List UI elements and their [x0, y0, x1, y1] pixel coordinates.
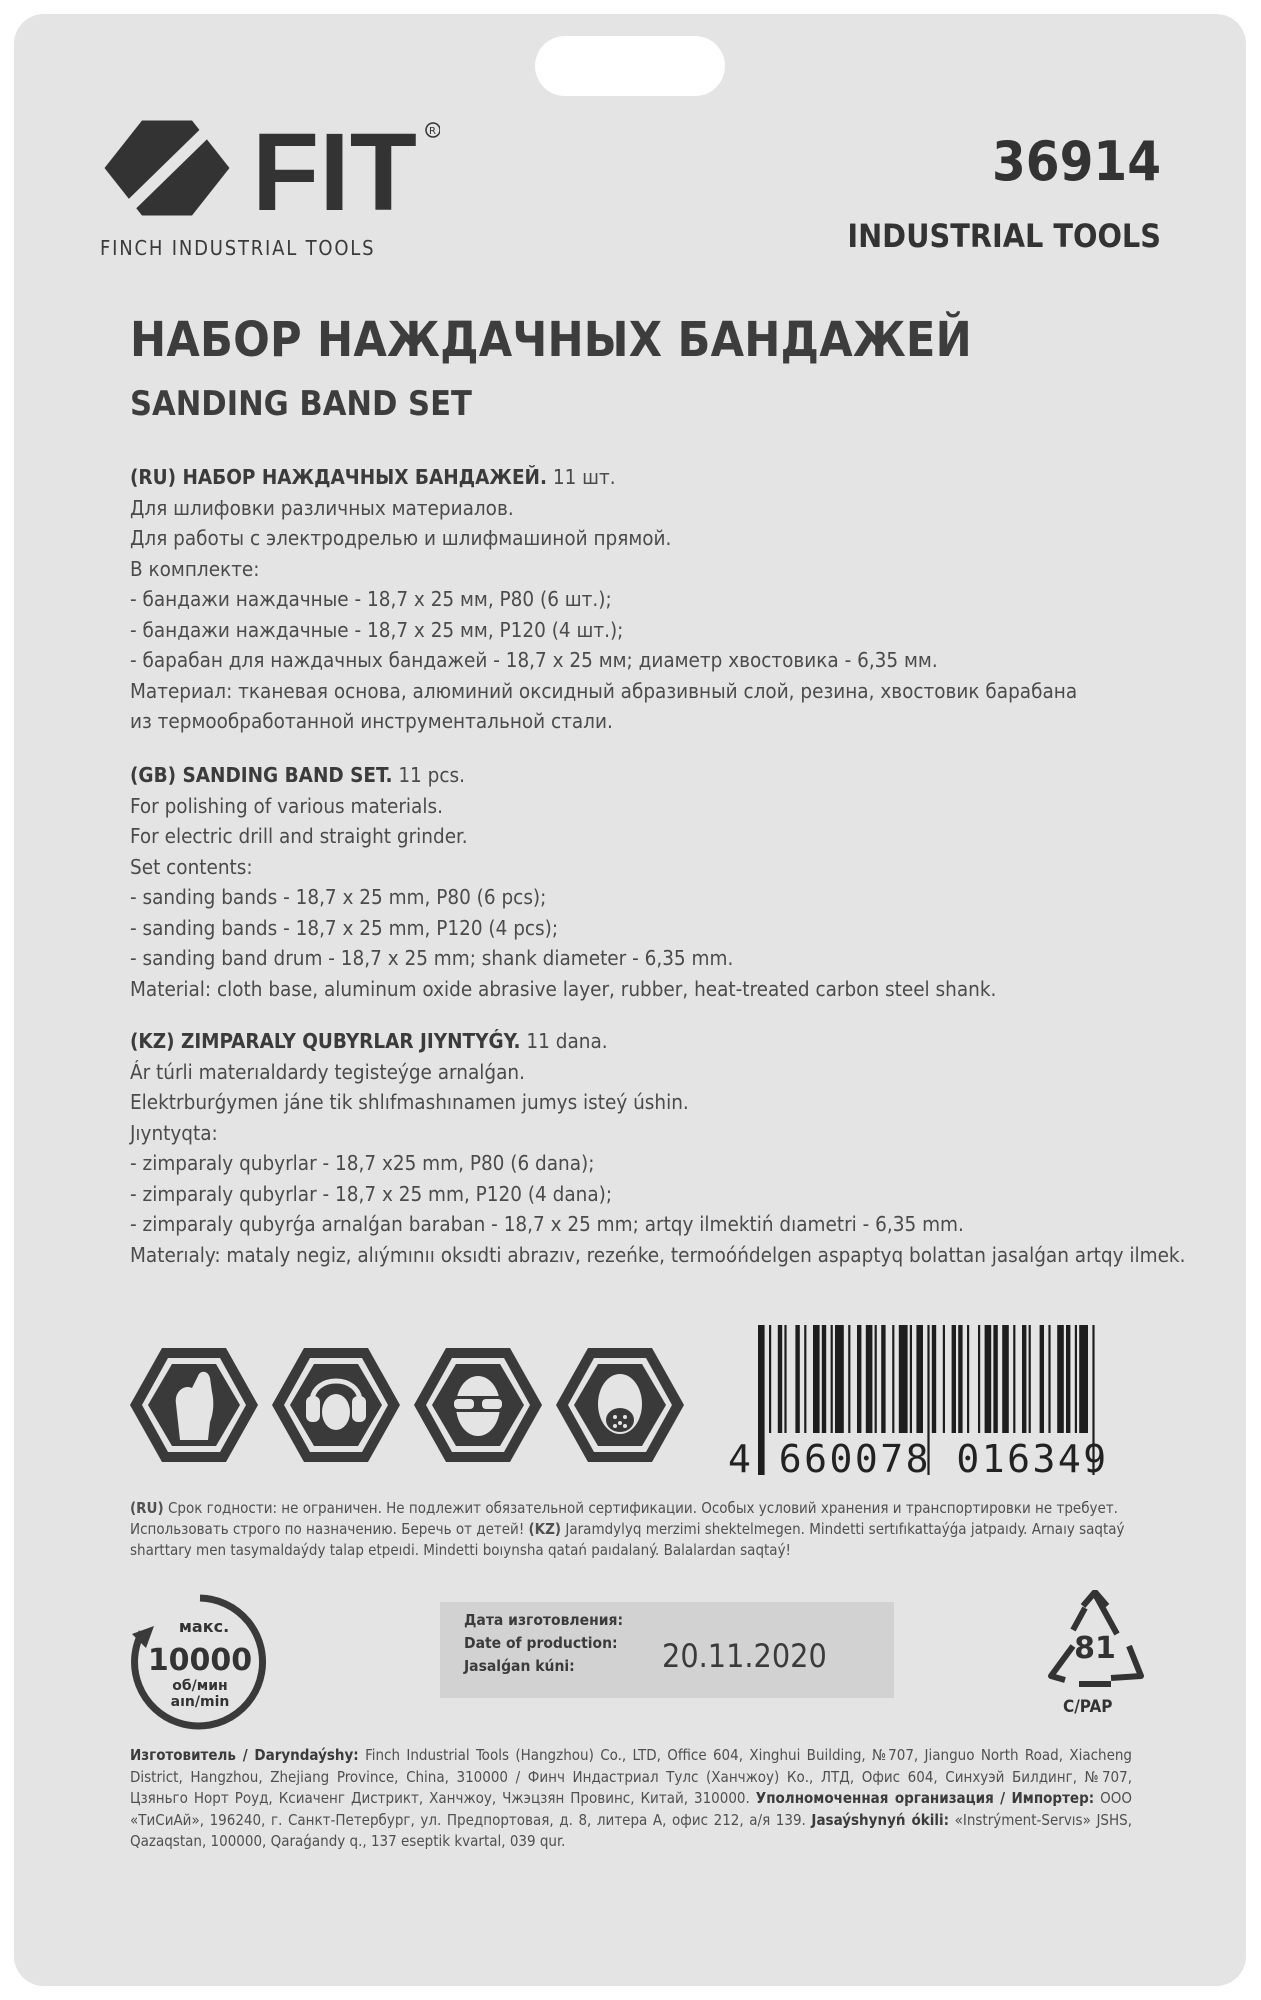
production-label: Jasalǵan kúni: [464, 1657, 575, 1675]
recycle-icon [1045, 1590, 1145, 1690]
kz-heading-qty: 11 dana. [520, 1029, 608, 1053]
storage-notice [130, 1498, 1125, 1561]
barcode-number: 4 660078 016349 [728, 1437, 1109, 1481]
barcode-bar [958, 1325, 962, 1433]
barcode-bar [943, 1325, 945, 1433]
notice-kz-tag: (KZ) [528, 1520, 562, 1538]
ru-line: Материал: тканевая основа, алюминий оксидный абразивный слой, резина, хвостовик барабана [130, 678, 1078, 703]
barcode-bar [835, 1325, 844, 1433]
barcode-bar [1075, 1325, 1077, 1433]
barcode-bar [857, 1325, 861, 1433]
title-ru: НАБОР НАЖДАЧНЫХ БАНДАЖЕЙ [130, 312, 972, 368]
notice-line: Jaramdylyq merzimi shektelmegen. Mindetti sertıfıkattaýǵa jatpaıdy. Arnaıy saqtaý [561, 1520, 1125, 1538]
barcode-bar [892, 1325, 894, 1433]
barcode-bar [822, 1325, 826, 1433]
speed-top: макс. [178, 1617, 230, 1636]
barcode-bar [1079, 1325, 1088, 1433]
production-label: Date of production: [464, 1634, 618, 1652]
gb-line: Material: cloth base, aluminum oxide abrasive layer, rubber, heat-treated carbon steel shank. [130, 976, 997, 1001]
representative-label: Jasaýshynyń ókili: [811, 1810, 949, 1829]
barcode-bar [978, 1325, 980, 1433]
recycle-code: 81 [1074, 1631, 1116, 1666]
barcode-bar [784, 1325, 786, 1433]
hang-hole [535, 36, 725, 96]
safety-goggles-icon [414, 1348, 542, 1462]
kz-description [130, 1026, 1185, 1270]
logo-text: FIT [252, 118, 417, 234]
title-en: SANDING BAND SET [130, 384, 472, 424]
barcode-bar [813, 1325, 820, 1433]
kz-line: Jıyntyqta: [130, 1120, 218, 1145]
ru-description [130, 462, 1077, 737]
svg-text:R: R [429, 126, 436, 137]
barcode-bar [952, 1325, 956, 1433]
barcode-bar [993, 1325, 997, 1433]
speed-unit: об/мин [172, 1678, 228, 1694]
kz-line: Ár túrli materıaldardy tegisteýge arnalǵan. [130, 1059, 525, 1084]
article-number: 36914 [991, 130, 1161, 193]
ru-line: - барабан для наждачных бандажей - 18,7 х 25 мм; диаметр хвостовика - 6,35 мм. [130, 648, 938, 672]
gb-line: - sanding bands - 18,7 x 25 mm, P120 (4 pcs); [130, 915, 559, 940]
representative-text: «Instrýment-Servıs» JSHS, Qazaqstan, 100000, Qaraǵandy q., 137 eseptik kvartal, 039 qur. [130, 1810, 1132, 1850]
notice-ru-tag: (RU) [130, 1499, 164, 1517]
respirator-icon [556, 1348, 684, 1462]
kz-line: Materıaly: mataly negiz, alıýmınıı oksıdti abrazıv, rezeńke, termoóńdelgen aspaptyq bolattan jasalǵan artqy ilmek. [130, 1242, 1186, 1267]
notice-line: Использовать строго по назначению. Беречь от детей! [130, 1520, 529, 1538]
barcode-bar [848, 1325, 850, 1433]
barcode-bar [866, 1325, 873, 1433]
speed-unit: aın/min [170, 1694, 230, 1710]
ear-protection-icon [272, 1348, 400, 1462]
gb-heading: (GB) SANDING BAND SET. [130, 763, 393, 787]
gb-line: - sanding bands - 18,7 x 25 mm, P80 (6 pcs); [130, 885, 547, 909]
barcode-bar [932, 1325, 936, 1433]
barcode-bar [1066, 1325, 1070, 1433]
barcode-bar [769, 1325, 771, 1433]
barcode-bar [1040, 1325, 1044, 1433]
importer-text: ООО «ТиСиАй», 196240, г. Санкт-Петербург, ул. Предпортовая, д. 8, литера А, офис 212, а/я 139. [130, 1789, 1132, 1829]
ru-line: В комплекте: [130, 556, 260, 581]
manufacturer-text: Finch Industrial Tools (Hangzhou) Co., LTD, Office 604, Xinghui Building, №707, Jianguo North Road, Xiacheng District, Hangzhou, Zhejiang Province, China, 310000 / Финч Индастриал Тулс (Ханчжоу) Ко., ЛТД, Офис 604, Синхуэй Билдинг, №707, Цзяньго Норт Роуд, Ксиачeнг Дистрикт, Ханчжоу, Чжэцзян Провинс, Китай, 310000. [130, 1746, 1132, 1807]
manufacturer-info [130, 1745, 1132, 1853]
recycle-label: C/PAP [1063, 1697, 1113, 1717]
barcode-bar [1048, 1325, 1050, 1433]
kz-line: - zimparaly qubyrlar - 18,7 x 25 mm, P120 (4 dana); [130, 1181, 613, 1206]
gb-heading-qty: 11 pcs. [392, 763, 465, 787]
logo-hexagon-icon [105, 121, 230, 216]
ru-line: Для работы с электродрелью и шлифмашиной прямой. [130, 526, 672, 550]
ppe-icons [128, 1330, 688, 1480]
gb-line: For polishing of various materials. [130, 793, 443, 818]
barcode-bar [1022, 1325, 1026, 1433]
production-date: 20.11.2020 [662, 1637, 827, 1675]
kz-heading: (KZ) ZIMPARALY QUBYRLAR JIYNTYǴY. [130, 1029, 521, 1053]
importer-label: Уполномоченная организация / Импортер: [755, 1789, 1095, 1807]
barcode-bar [875, 1325, 877, 1433]
logo-subtitle: FINCH INDUSTRIAL TOOLS [100, 236, 376, 260]
gb-line: For electric drill and straight grinder. [130, 824, 468, 848]
max-speed-icon [128, 1590, 273, 1735]
barcode-bar [831, 1325, 833, 1433]
ru-line: Для шлифовки различных материалов. [130, 495, 514, 520]
gb-line: Set contents: [130, 854, 253, 879]
gb-description [130, 760, 996, 1004]
barcode-bar [1013, 1325, 1015, 1433]
barcode-bar [1057, 1325, 1064, 1433]
barcode-bar [985, 1325, 992, 1433]
ru-line: из термообработанной инструментальной стали. [130, 709, 613, 733]
kz-line: - zimparaly qubyrǵa arnalǵan baraban - 18,7 x 25 mm; artqy ilmektiń dıametri - 6,35 mm. [130, 1212, 964, 1236]
barcode-bar [778, 1325, 782, 1433]
gb-line: - sanding band drum - 18,7 x 25 mm; shank diameter - 6,35 mm. [130, 946, 734, 970]
speed-value: 10000 [147, 1643, 253, 1678]
barcode-bar [910, 1325, 912, 1433]
ru-heading-qty: 11 шт. [547, 465, 616, 489]
barcode-bar [1002, 1325, 1009, 1433]
barcode-bar [899, 1325, 908, 1433]
kz-line: - zimparaly qubyrlar - 18,7 x25 mm, P80 (6 dana); [130, 1151, 595, 1175]
ru-line: - бандажи наждачные - 18,7 х 25 мм, Р80 (6 шт.); [130, 587, 612, 611]
notice-line: sharttary men tasymaldaýdy talap etpeıdi. Mindetti boıynsha qatań paıdalaný. Balalardan saqtaý! [130, 1541, 791, 1559]
barcode-bar [967, 1325, 969, 1433]
manufacturer-label: Изготовитель / Daryndaýshy: [130, 1746, 359, 1764]
barcode-bar [916, 1325, 923, 1433]
kz-line: Elektrburǵymen jáne tik shlıfmashınamen jumys isteý úshin. [130, 1090, 689, 1114]
tagline: INDUSTRIAL TOOLS [847, 217, 1161, 255]
barcode-bar [881, 1325, 885, 1433]
notice-line: Срок годности: не ограничен. Не подлежит обязательной сертификации. Особых условий хранения и транспортировки не требует. [163, 1499, 1118, 1517]
barcode-bar [804, 1325, 806, 1433]
gloves-icon [130, 1348, 258, 1462]
barcode-bar [795, 1325, 799, 1433]
ru-heading: (RU) НАБОР НАЖДАЧНЫХ БАНДАЖЕЙ. [130, 465, 547, 489]
production-label: Дата изготовления: [464, 1611, 624, 1629]
barcode-bar [1029, 1325, 1031, 1433]
ru-line: - бандажи наждачные - 18,7 х 25 мм, Р120 (4 шт.); [130, 617, 624, 642]
